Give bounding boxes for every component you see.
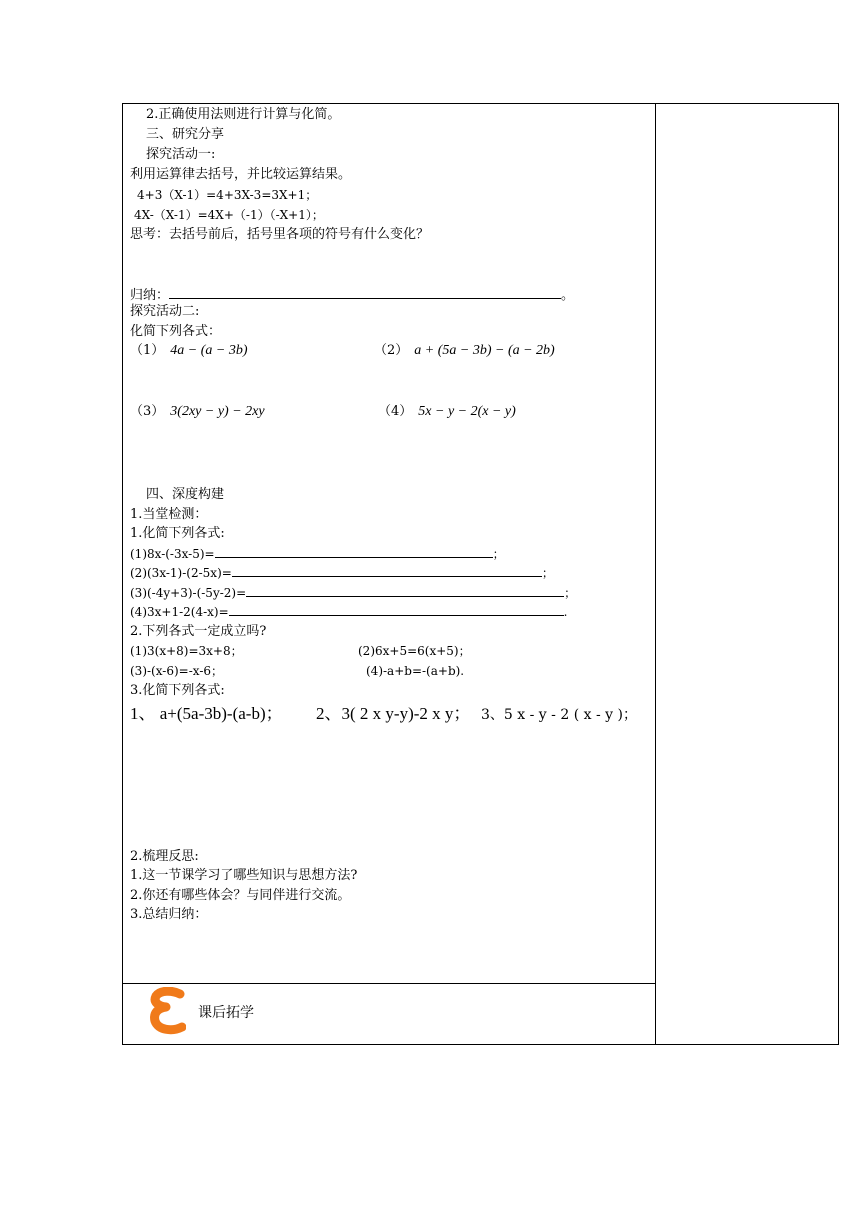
problem-4-expr: 5x − y − 2(x − y) xyxy=(418,404,516,419)
section-title-research: 三、研究分享 xyxy=(146,127,225,142)
problem-3-expr: 3(2xy − y) − 2xy xyxy=(170,404,265,419)
question-1a xyxy=(130,546,505,562)
question-1a-text: (1)8x-(-3x-5)= xyxy=(130,547,215,561)
reflection-item-3: 3.总结归纳： xyxy=(130,907,208,922)
question-2-title: 2.下列各式一定成立吗? xyxy=(130,624,267,639)
problem-3 xyxy=(130,404,265,420)
question-1-title: 1.化简下列各式: xyxy=(130,526,225,541)
summary-blank[interactable] xyxy=(169,287,561,299)
column-divider xyxy=(655,103,656,1045)
problem-2-expr: a + (5a − 3b) − (a − 2b) xyxy=(414,343,555,358)
question-2b: (2)6x+5=6(x+5)； xyxy=(358,644,471,658)
reflection-title: 2.梳理反思: xyxy=(130,849,199,864)
in-class-check: 1.当堂检测： xyxy=(130,507,208,522)
summary-line xyxy=(130,287,574,304)
activity-1-title: 探究活动一: xyxy=(146,147,216,162)
question-1c-blank[interactable] xyxy=(246,585,564,597)
question-1d-text: (4)3x+1-2(4-x)= xyxy=(130,605,229,619)
question-3-title: 3.化简下列各式: xyxy=(130,683,225,698)
question-1c xyxy=(130,585,576,601)
question-1a-blank[interactable] xyxy=(215,546,493,558)
reflection-item-1: 1.这一节课学习了哪些知识与思想方法? xyxy=(130,868,358,883)
equation-1: 4+3（X-1）=4+3X-3=3X+1； xyxy=(137,188,318,202)
question-3-item-1: 1、 a+(5a-3b)-(a-b)； xyxy=(130,704,283,723)
equation-2: 4X-（X-1）=4X+（-1）（-X+1）； xyxy=(134,208,324,222)
problem-4-label: （4） xyxy=(378,404,413,419)
question-2d: (4)-a+b=-(a+b). xyxy=(366,664,465,678)
section-title-deep: 四、深度构建 xyxy=(146,487,225,502)
question-1b-end: ； xyxy=(541,566,554,580)
question-1c-end: ； xyxy=(564,586,577,600)
question-2a: (1)3(x+8)=3x+8； xyxy=(130,644,243,658)
problem-1-label: （1） xyxy=(130,343,165,358)
question-1d xyxy=(130,604,567,620)
problem-2-label: （2） xyxy=(374,343,409,358)
row-divider xyxy=(122,983,656,984)
objective-item-2: 2.正确使用法则进行计算与化简。 xyxy=(146,107,341,122)
question-2c: (3)-(x-6)=-x-6； xyxy=(130,664,224,678)
activity-2-desc: 化简下列各式： xyxy=(130,324,222,339)
activity-2-title: 探究活动二: xyxy=(130,304,200,319)
question-1c-text: (3)(-4y+3)-(-5y-2)= xyxy=(130,586,247,600)
activity-1-desc: 利用运算律去括号，并比较运算结果。 xyxy=(130,167,352,182)
summary-label: 归纳： xyxy=(130,288,170,303)
question-3-item-3: 3、5 x - y - 2 ( x - y )； xyxy=(481,707,637,723)
problem-1-expr: 4a − (a − 3b) xyxy=(170,343,248,358)
problem-4 xyxy=(378,404,516,420)
question-1d-end: . xyxy=(563,605,568,619)
question-1b-text: (2)(3x-1)-(2-5x)= xyxy=(130,566,232,580)
reflection-item-2: 2.你还有哪些体会？与同伴进行交流。 xyxy=(130,888,351,903)
question-1b-blank[interactable] xyxy=(232,565,542,577)
problem-2 xyxy=(374,343,555,359)
question-3-item-2: 2、3( 2 x y-y)-2 x y； xyxy=(316,704,471,723)
problem-3-label: （3） xyxy=(130,404,165,419)
question-1b xyxy=(130,565,554,581)
problem-1 xyxy=(130,343,248,359)
question-1a-end: ； xyxy=(492,547,505,561)
after-class-label: 课后拓学 xyxy=(198,1005,254,1021)
summary-end: 。 xyxy=(561,288,575,303)
think-question: 思考：去括号前后，括号里各项的符号有什么变化？ xyxy=(130,227,430,242)
e-logo-icon xyxy=(150,987,186,1035)
question-1d-blank[interactable] xyxy=(229,604,564,616)
